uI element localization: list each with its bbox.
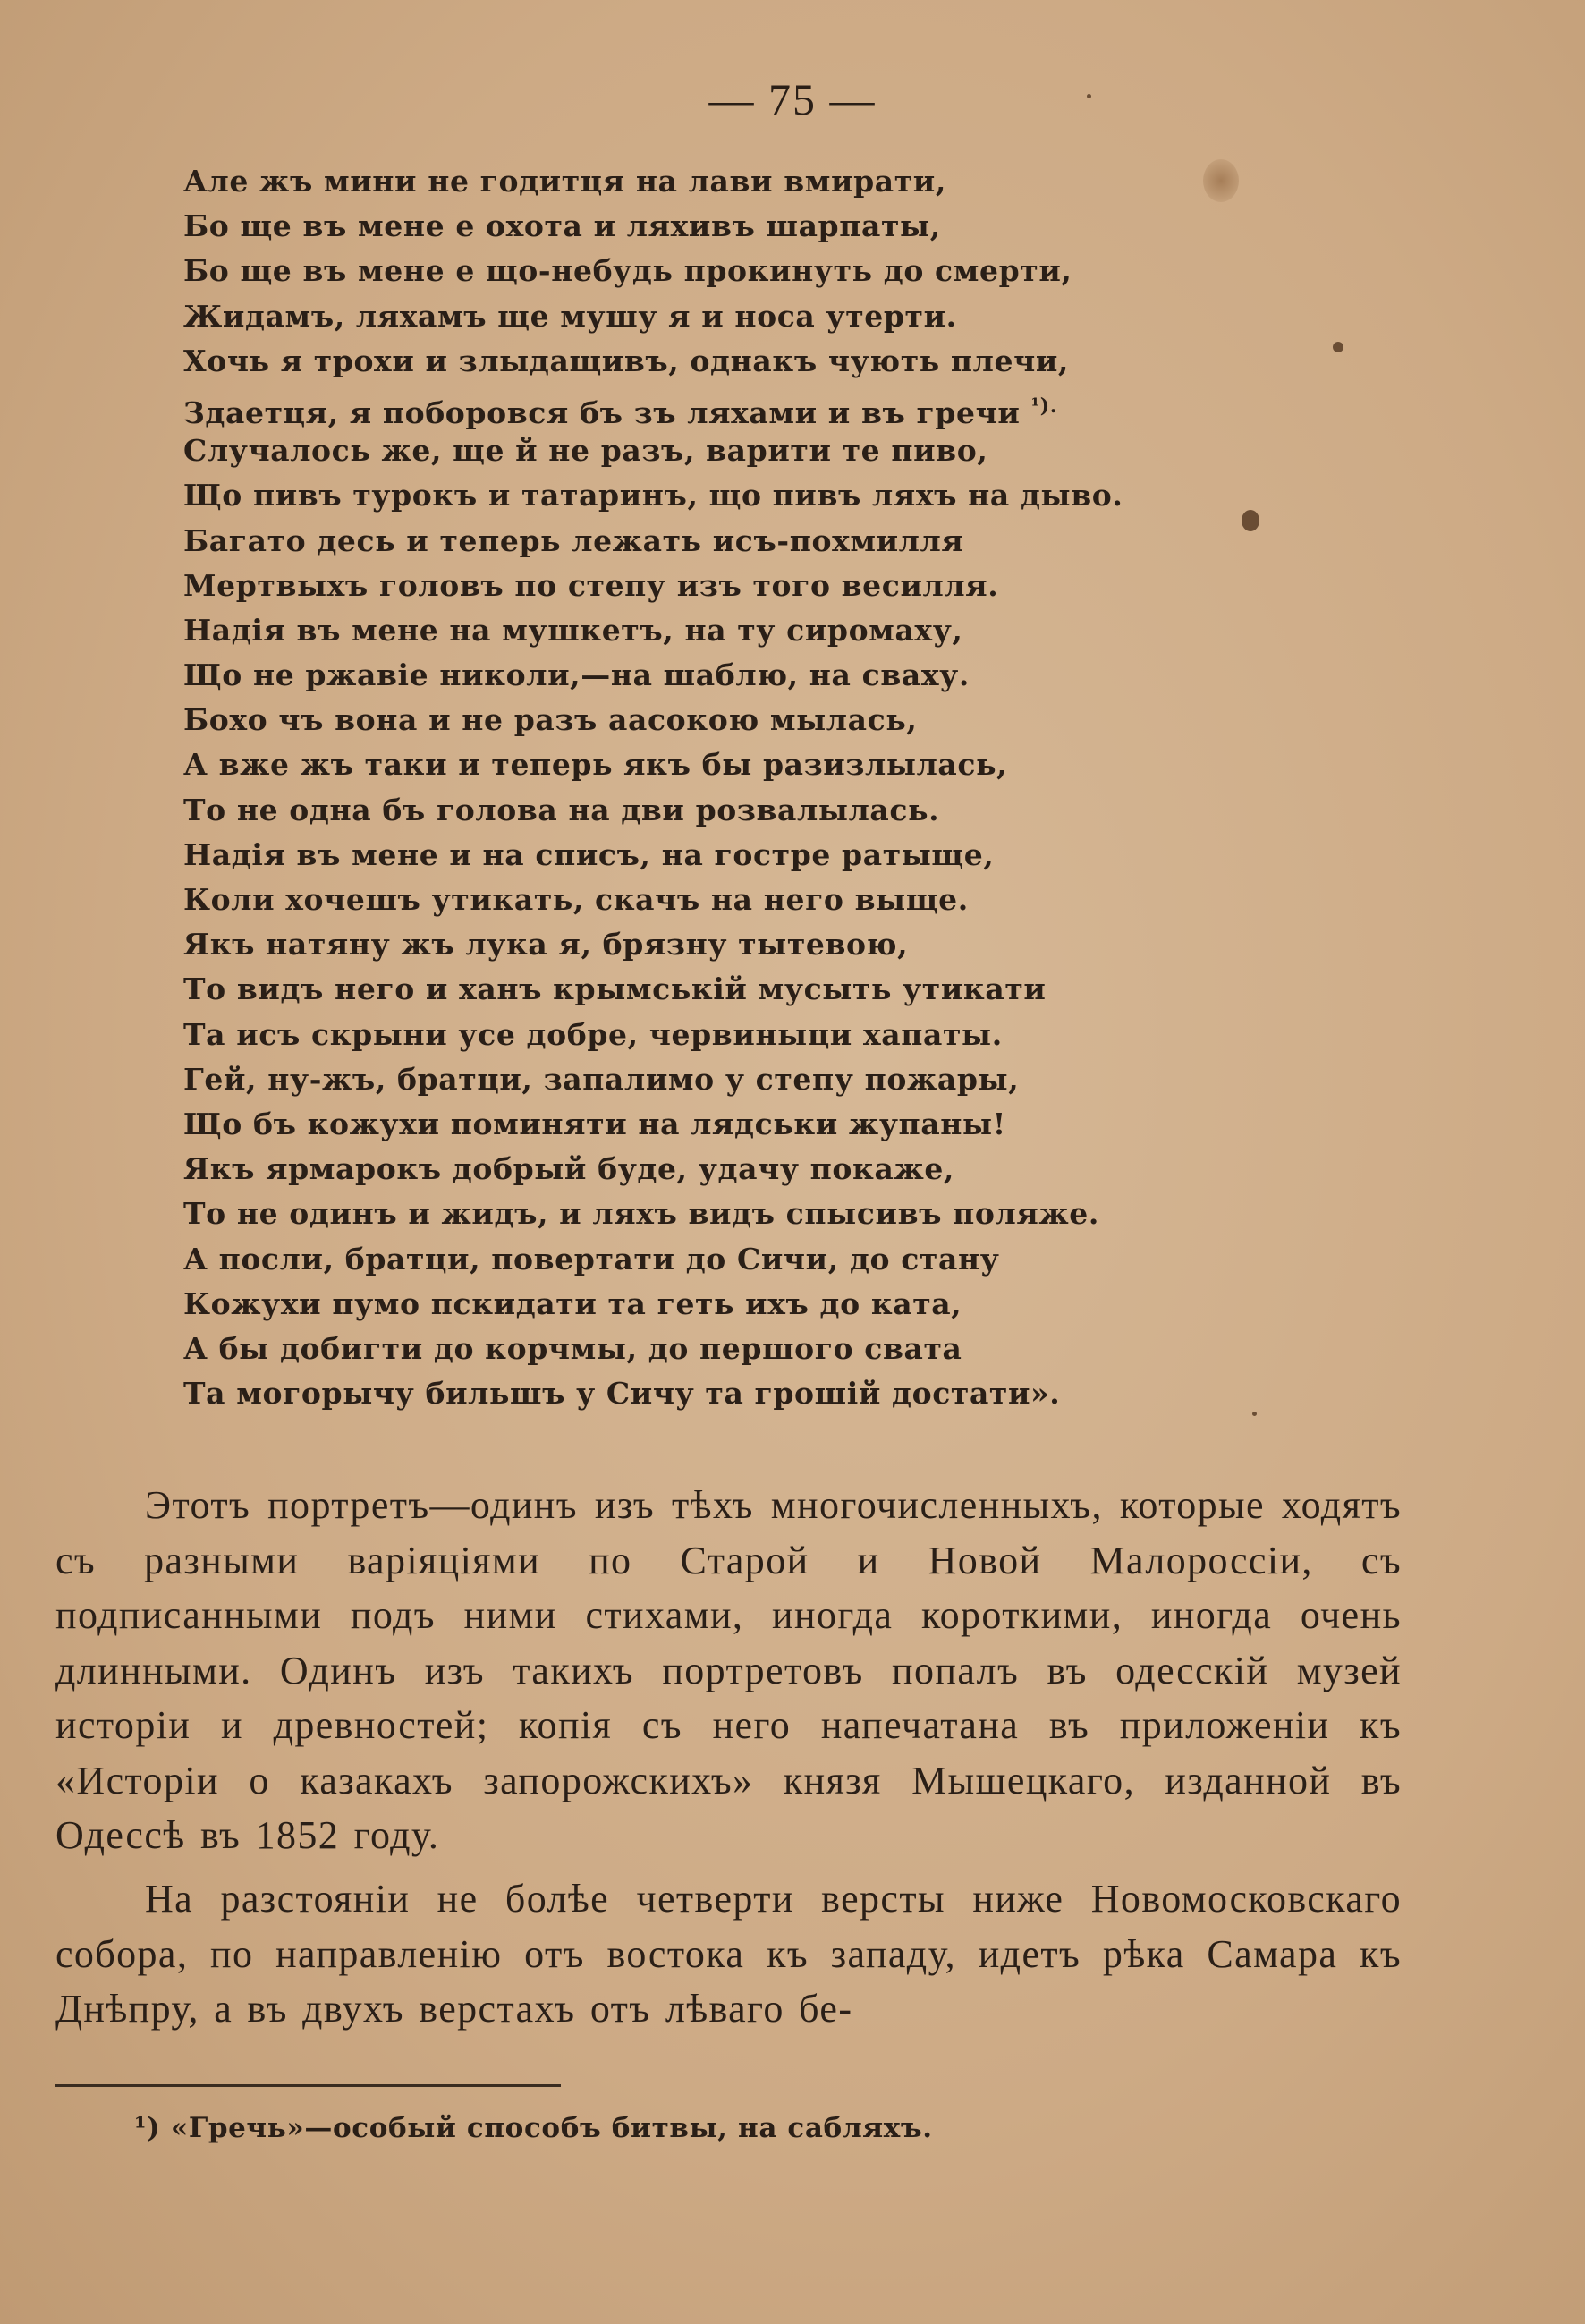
poem-line: Але жъ мини не годитця на лави вмирати, [183,164,946,199]
poem-line: Жидамъ, ляхамъ ще мушу я и носа утерти. [183,298,957,334]
poem-line: То видъ него и ханъ крымськiй мусыть утикати [183,971,1047,1007]
poem-line: Кожухи пумо пскидати та геть ихъ до ката, [183,1285,962,1321]
poem-line: Та исъ скрыни усе добре, червиныци хапаты. [183,1016,1003,1052]
poem-line: Бо ще въ мене е охота и ляхивъ шарпаты, [183,208,941,244]
footnote-mark: ¹) [134,2112,161,2144]
poem-line: Гей, ну-жъ, братци, запалимо у степу пожары, [183,1061,1020,1097]
poem-line: Бохо чъ вона и не разъ аасокою мылась, [183,702,918,738]
poem-line: А посли, братци, повертати до Сичи, до стану [183,1241,1000,1277]
poem-line: То не одинъ и жидъ, и ляхъ видъ спысивъ поляже. [183,1196,1099,1232]
poem-line-with-footnote [183,384,1257,428]
poem-line: Мертвыхъ головъ по степу изъ того весилля. [183,567,999,603]
poem-line: Багато десь и теперь лежать исъ-похмилля [183,522,964,558]
poem-line: Коли хочешъ утикать, скачъ на него выще. [183,882,969,917]
poem-line: Надія въ мене на мушкетъ, на ту сиромаху, [183,612,963,648]
poem-line: А бы добигти до корчмы, до першого свата [183,1330,962,1366]
poem-line: То не одна бъ голова на дви розвалылась. [183,792,940,827]
ink-speck [1333,342,1343,352]
footnote-text: «Гречь»—особый способъ битвы, на сабляхъ. [170,2112,933,2144]
poem-line: Що бъ кожухи поминяти на лядськи жупаны! [183,1106,1006,1141]
poem-line: А вже жъ таки и теперь якъ бы разизлылась, [183,747,1008,783]
poem-line: Якъ натяну жъ лука я, брязну тытевою, [183,927,909,963]
body-paragraph: На разстояніи не болѣе четверти версты ниже Новомосковскаго собора, по направленію отъ востока къ западу, идетъ рѣка Самара къ Днѣпру, а въ двухъ верстахъ отъ лѣваго бе- [55,1877,1402,2031]
poem-line: Якъ ярмарокъ добрый буде, удачу покаже, [183,1151,955,1187]
poem-block [183,159,1257,1416]
body-paragraph: Этотъ портретъ—одинъ изъ тѣхъ многочисленныхъ, которые ходятъ съ разными варіяціями по Старой и Новой Малороссіи, съ подписанными подъ ними стихами, иногда короткими, иногда очень длинными. Одинъ изъ такихъ портретовъ попалъ въ одесскій музей исторіи и древностей; копія съ него напечатана въ приложеніи къ «Исторіи о казакахъ запорожскихъ» князя Мышецкаго, изданной въ Одессѣ въ 1852 году. [55,1483,1402,1857]
footnote [134,2107,1208,2150]
footnote-divider [55,2084,561,2087]
poem-line: Та могорычу бильшъ у Сичу та грошій достати». [183,1376,1061,1412]
poem-line: Що не ржавіе николи,—на шаблю, на сваху. [183,657,970,693]
poem-line: Що пивъ турокъ и татаринъ, що пивъ ляхъ на дыво. [183,478,1123,513]
poem-line: Случалось же, ще й не разъ, варити те пиво, [183,433,988,469]
poem-line: Хочь я трохи и злыдащивъ, однакъ чують плечи, [183,343,1070,378]
poem-line: Надія въ мене и на списъ, на гостре ратыще, [183,836,995,872]
poem-line: Бо ще въ мене е що-небудь прокинуть до смерти, [183,253,1072,289]
poem-line-text: Здаетця, я поборовся бъ зъ ляхами и въ гречи [183,394,1021,430]
footnote-reference: ¹). [1030,394,1058,418]
page-number: — 75 — [708,74,877,124]
